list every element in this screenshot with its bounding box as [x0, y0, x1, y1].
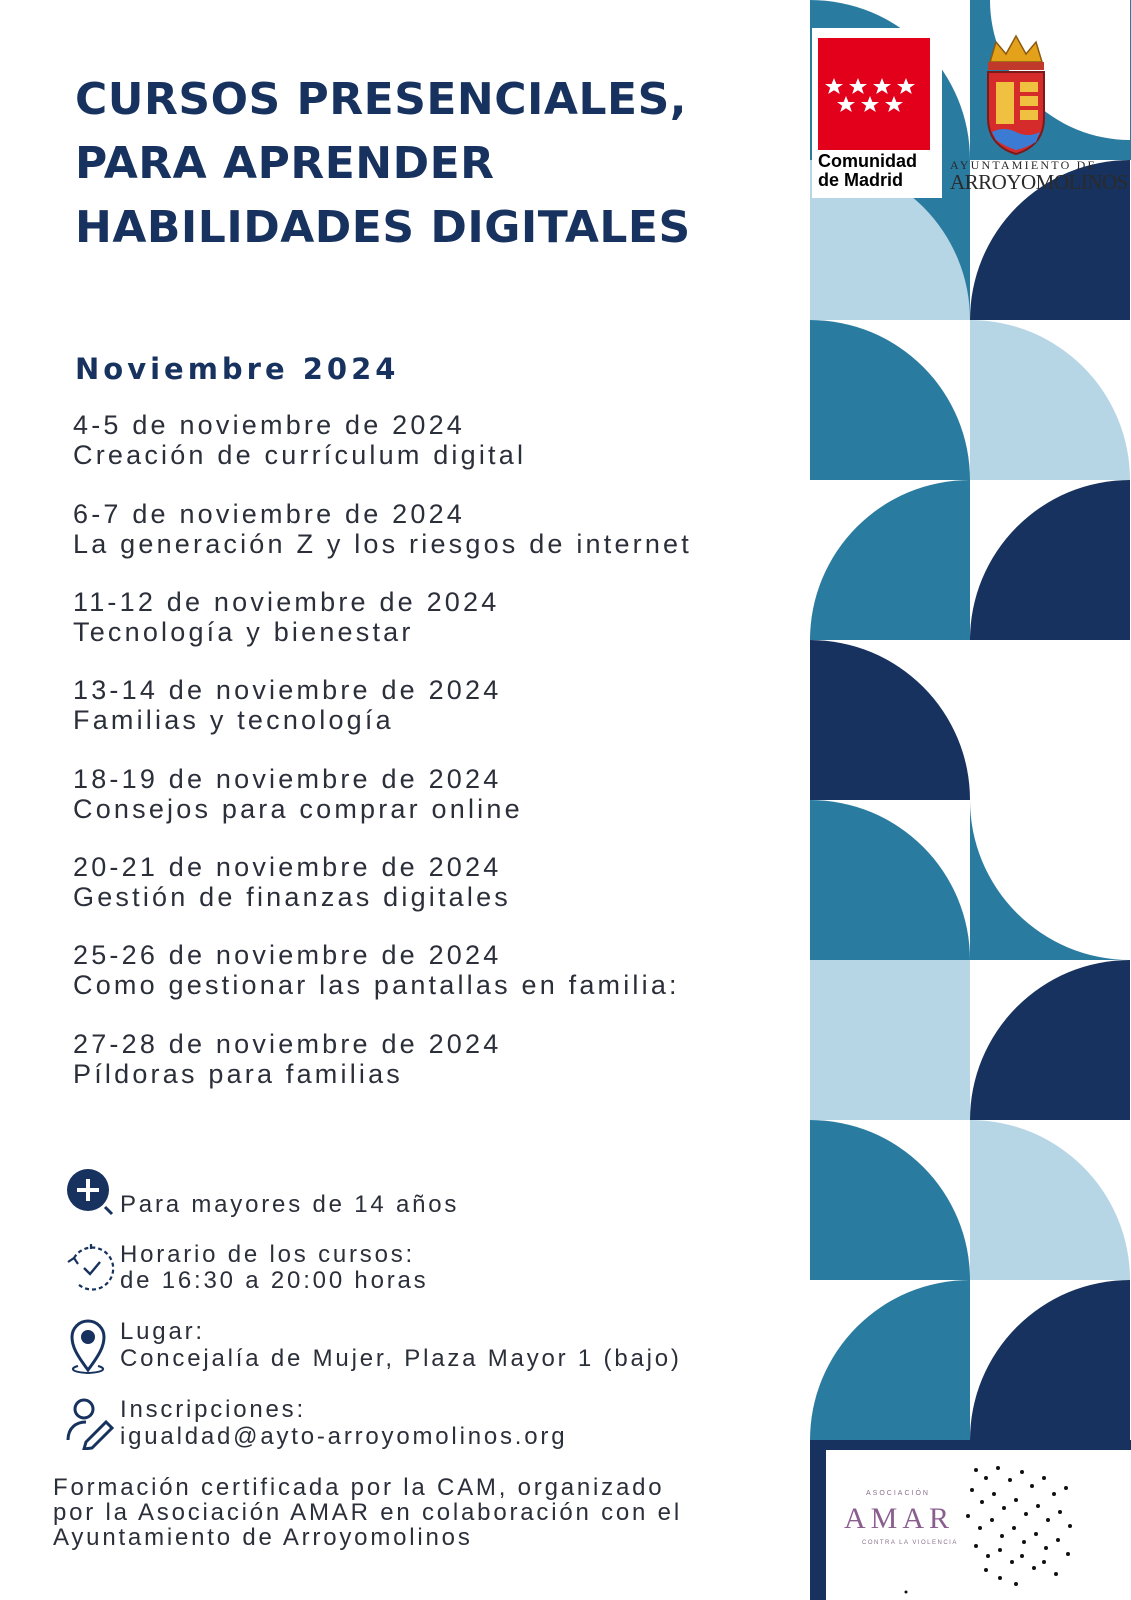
comunidad-madrid-logo [812, 28, 942, 198]
title-line-1: CURSOS PRESENCIALES, [75, 74, 687, 125]
course-item [73, 940, 680, 1000]
footer-line-3: Ayuntamiento de Arroyomolinos [53, 1524, 473, 1551]
course-name: Familias y tecnología [73, 705, 394, 735]
stars-icon [818, 38, 930, 150]
cam-name [818, 152, 917, 190]
course-date: 20-21 de noviembre de 2024 [73, 852, 502, 882]
signup-label: Inscripciones: [120, 1396, 306, 1423]
course-item [73, 499, 692, 559]
schedule-label: Horario de los cursos: [120, 1241, 416, 1268]
course-name: Gestión de finanzas digitales [73, 882, 512, 912]
cam-line-1: Comunidad [818, 151, 917, 171]
signup-email[interactable]: igualdad@ayto-arroyomolinos.org [120, 1423, 568, 1450]
ayuntamiento-name: ARROYOMOLINOS [950, 170, 1128, 194]
course-date: 27-28 de noviembre de 2024 [73, 1029, 502, 1059]
course-item [73, 675, 501, 735]
course-item [73, 764, 523, 824]
course-item [73, 1029, 501, 1089]
course-name: La generación Z y los riesgos de internet [73, 529, 692, 559]
month-heading: Noviembre 2024 [75, 352, 400, 386]
title-line-3: HABILIDADES DIGITALES [75, 202, 691, 253]
course-name: Como gestionar las pantallas en familia: [73, 970, 680, 1000]
course-name: Consejos para comprar online [73, 794, 523, 824]
place-label: Lugar: [120, 1318, 205, 1345]
page-title [75, 68, 691, 260]
course-date: 4-5 de noviembre de 2024 [73, 410, 466, 440]
amar-name: AMAR [844, 1502, 955, 1535]
plus-circle-icon [66, 1168, 118, 1220]
age-info: Para mayores de 14 años [120, 1191, 460, 1218]
location-pin-icon [66, 1316, 110, 1376]
cam-red-flag [818, 38, 930, 150]
course-name: Píldoras para familias [73, 1059, 404, 1089]
amar-prefix: ASOCIACIÓN [866, 1490, 930, 1497]
schedule-value: de 16:30 a 20:00 horas [120, 1267, 429, 1294]
course-date: 25-26 de noviembre de 2024 [73, 940, 502, 970]
footer-line-2: por la Asociación AMAR en colaboración con el [53, 1499, 682, 1526]
ayuntamiento-label: AYUNTAMIENTO DE [950, 158, 1098, 172]
footer-note [53, 1475, 682, 1550]
course-item [73, 587, 499, 647]
course-date: 11-12 de noviembre de 2024 [73, 587, 500, 617]
place-value: Concejalía de Mujer, Plaza Mayor 1 (bajo) [120, 1345, 682, 1372]
course-name: Creación de currículum digital [73, 440, 527, 470]
user-edit-icon [64, 1396, 116, 1450]
course-date: 6-7 de noviembre de 2024 [73, 499, 466, 529]
title-line-2: PARA APRENDER [75, 138, 495, 189]
footer-line-1: Formación certificada por la CAM, organizado [53, 1474, 665, 1501]
amar-tagline: CONTRA LA VIOLENCIA [862, 1540, 958, 1546]
course-date: 18-19 de noviembre de 2024 [73, 764, 502, 794]
course-item [73, 852, 511, 912]
clock-icon [64, 1240, 118, 1294]
course-date: 13-14 de noviembre de 2024 [73, 675, 502, 705]
course-item [73, 410, 526, 470]
geometric-pattern [810, 0, 1131, 1600]
course-name: Tecnología y bienestar [73, 617, 414, 647]
cam-line-2: de Madrid [818, 170, 904, 190]
